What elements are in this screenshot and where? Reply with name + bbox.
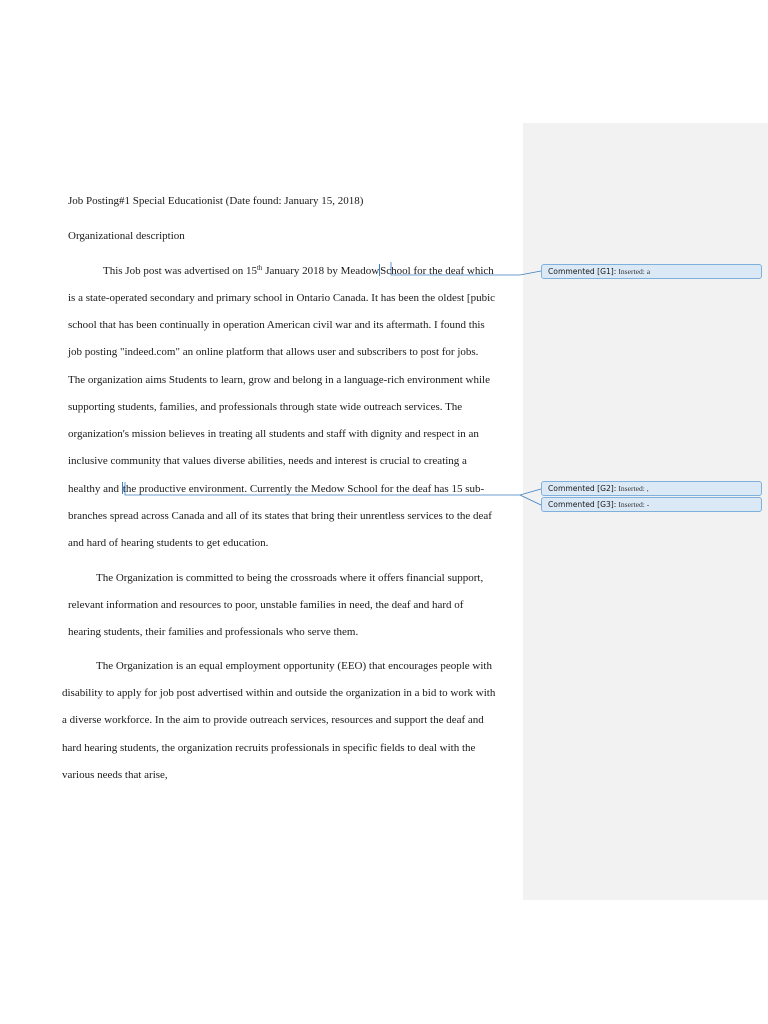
comment-g3-header: Commented [G3]: xyxy=(548,500,617,509)
comment-pane-header xyxy=(523,123,768,124)
ordinal-suffix: th xyxy=(256,264,263,272)
p1-line-9-text-b: the productive environment. Currently the Medow School for the deaf has 15 sub- xyxy=(122,483,485,495)
comment-g3-text: Inserted: - xyxy=(618,500,650,509)
p1-line-2: is a state-operated secondary and primary school in Ontario Canada. It has been the oldest [pubic xyxy=(68,292,496,304)
p3-line-3: a diverse workforce. In the aim to provide outreach services, resources and support the deaf and xyxy=(62,714,484,726)
comment-g2-header: Commented [G2]: xyxy=(548,484,617,493)
section-heading: Organizational description xyxy=(68,230,185,242)
p1-line-6: supporting students, families, and professionals through state wide outreach services. The xyxy=(68,401,463,413)
p1-line-10: branches spread across Canada and all of its states that bring their unrentless services to the deaf xyxy=(68,510,492,522)
p3-line-1: The Organization is an equal employment opportunity (EEO) that encourages people with xyxy=(96,660,492,672)
comment-g2-text: Inserted: , xyxy=(618,484,649,493)
comment-balloon-g2[interactable] xyxy=(541,481,762,496)
p3-line-2: disability to apply for job post advertised within and outside the organization in a bid to work with xyxy=(62,687,496,699)
p2-line-3: hearing students, their families and professionals who serve them. xyxy=(68,626,359,638)
comment-balloon-g3[interactable] xyxy=(541,497,762,512)
p1-line-9 xyxy=(68,482,484,496)
comment-g1-header: Commented [G1]: xyxy=(548,267,617,276)
p1-line-1 xyxy=(103,264,494,278)
p2-line-2: relevant information and resources to poor, unstable families in need, the deaf and hard of xyxy=(68,599,464,611)
p2-line-1: The Organization is committed to being the crossroads where it offers financial support, xyxy=(96,572,484,584)
p1-line-1-text-b: January 2018 by Meadow xyxy=(262,265,380,277)
document-title-line: Job Posting#1 Special Educationist (Date found: January 15, 2018) xyxy=(68,195,364,207)
p1-line-7: organization's mission believes in treating all students and staff with dignity and respect in an xyxy=(68,428,479,440)
p1-line-9-text-a: healthy and xyxy=(68,483,120,495)
p1-line-3: school that has been continually in operation American civil war and its aftermath. I found this xyxy=(68,319,485,331)
p1-line-1-text-c: School for the deaf which xyxy=(380,265,494,277)
p1-line-5: The organization aims Students to learn, grow and belong in a language-rich environment while xyxy=(68,374,490,386)
p1-line-4: job posting "indeed.com" an online platform that allows user and subscribers to post for jobs. xyxy=(68,346,479,358)
p1-line-1-text-a: This Job post was advertised on 15 xyxy=(103,265,257,277)
p1-line-8: inclusive community that values diverse abilities, needs and interest is crucial to creating a xyxy=(68,455,467,467)
p3-line-4: hard hearing students, the organization recruits professionals in specific fields to deal with the xyxy=(62,742,476,754)
comment-balloon-g1[interactable] xyxy=(541,264,762,279)
p1-line-11: and hard of hearing students to get education. xyxy=(68,537,269,549)
comment-g1-text: Inserted: a xyxy=(618,267,651,276)
p3-line-5: various needs that arise, xyxy=(62,769,168,781)
